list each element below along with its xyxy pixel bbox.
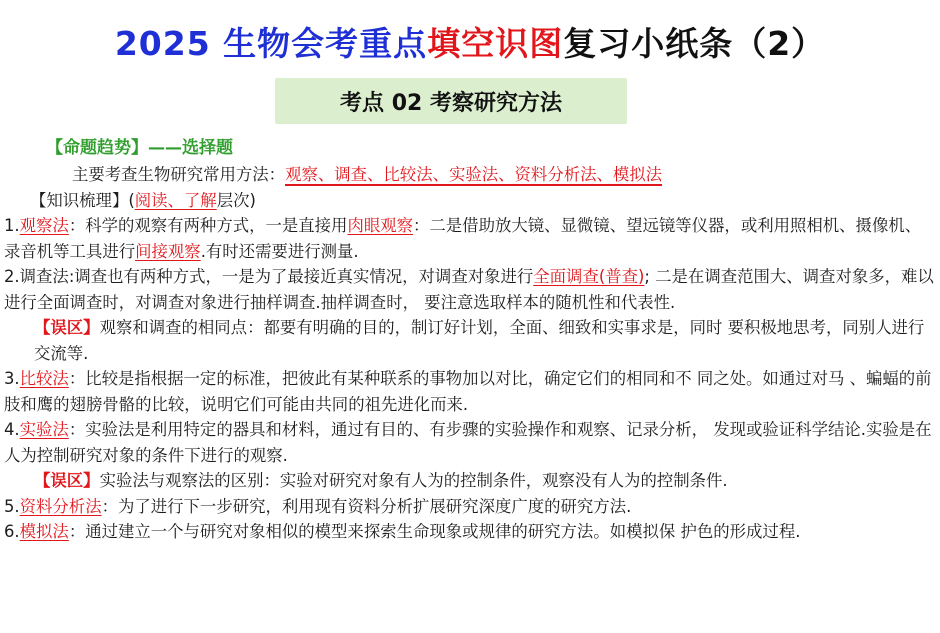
item-survey-num: 2. [4,267,20,286]
item-survey-name: 调查法 [19,267,69,286]
title-part-4: （2） [733,24,826,63]
mistake-1 [4,315,934,366]
page-title [0,22,940,66]
knowledge-level: 阅读、了解 [134,190,217,210]
item-experiment-name: 实验法 [19,420,69,439]
item-data-name: 资料分析法 [19,496,102,516]
item-observe-k1: 肉眼观察 [347,216,414,235]
item-model-name: 模拟法 [19,522,69,541]
item-observe-t1: ：科学的观察有两种方式，一是直接用 [68,216,348,235]
item-data-text: ：为了进行下一步研究，利用现有资料分析扩展研究深度广度的研究方法. [101,496,632,516]
item-model [4,519,934,545]
item-compare-name: 比较法 [19,369,69,388]
item-model-num: 6. [4,522,20,541]
item-data-num: 5. [4,496,20,516]
item-survey-t1: :调查也有两种方式，一是为了最接近真实情况，对调查对象进行 [68,267,534,286]
item-observe-t2: ：二是借助放大镜、显微镜、望远镜等仪器，或利用照相机、摄像机、录音机等工具进行 [4,216,922,261]
trend-lead: 主要考查生物研究常用方法： [72,165,286,184]
item-observe-name: 观察法 [19,216,69,235]
trend-line [4,162,934,188]
mistake-2 [4,468,934,494]
title-part-1: 2025 生物会考重点 [114,24,428,63]
item-compare-num: 3. [4,369,20,388]
mistake-2-tag: 【误区】 [34,471,100,490]
item-experiment [4,417,934,468]
section-banner: 考点 02 考察研究方法 [275,78,627,124]
item-observe-k2: 间接观察 [135,241,201,261]
item-experiment-text: ：实验法是利用特定的器具和材料，通过有目的、有步骤的实验操作和观察、记录分析， 发现或验证科学结论.实验是在人为控制研究对象的条件下进行的观察. [4,420,932,465]
item-survey [4,264,934,315]
item-compare [4,366,934,417]
mistake-1-text: 观察和调查的相同点：都要有明确的目的，制订好计划，全面、细致和实事求是，同时 要积极地思考，同别人进行交流等. [34,318,925,363]
item-observe-num: 1. [4,216,20,235]
trend-methods: 观察、调查、比较法、实验法、资料分析法、模拟法 [285,165,663,184]
item-compare-text: ：比较是指根据一定的标准，把彼此有某种联系的事物加以对比，确定它们的相同和不 同之处。如通过对马 、蝙蝠的前肢和鹰的翅膀骨骼的比较，说明它们可能由共同的祖先进化而来. [4,369,932,414]
knowledge-line [4,188,934,214]
title-part-3: 复习小纸条 [563,24,734,63]
item-survey-k1: 全面调查(普查) [533,267,645,286]
item-data [4,494,934,520]
item-observe-t3: .有时还需要进行测量. [200,241,359,261]
knowledge-open: 【知识梳理】( [30,190,135,210]
mistake-2-text: 实验法与观察法的区别：实验对研究对象有人为的控制条件，观察没有人为的控制条件. [99,471,728,490]
item-observe [4,213,934,264]
mistake-1-tag: 【误区】 [34,318,100,337]
item-survey-t2: ; 二是在调查范围大、调查对象多，难以进行全面调查时，对调查对象进行抽样调查.抽样调查时， 要注意选取样本的随机性和代表性. [4,267,934,312]
document-body [4,135,934,545]
knowledge-close: 层次) [216,190,256,210]
item-experiment-num: 4. [4,420,20,439]
trend-heading: 【命题趋势】——选择题 [46,138,233,158]
title-part-2: 填空识图 [427,24,564,63]
item-model-text: ：通过建立一个与研究对象相似的模型来探索生命现象或规律的研究方法。如模拟保 护色的形成过程. [68,522,801,541]
